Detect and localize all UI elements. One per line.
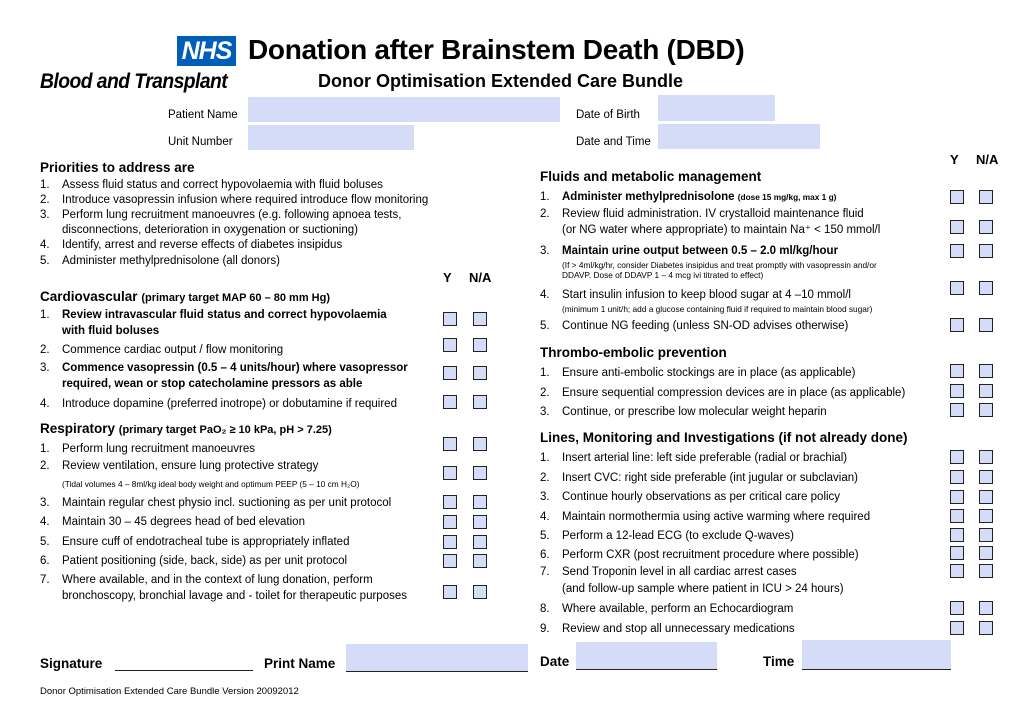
lines-5-yes-checkbox[interactable] bbox=[950, 528, 964, 542]
date-time-label: Date and Time bbox=[576, 136, 651, 148]
list-number: 1. bbox=[540, 452, 550, 464]
list-item: Maintain 30 – 45 degrees head of bed elevation bbox=[62, 516, 305, 528]
list-item: with fluid boluses bbox=[62, 325, 160, 337]
list-item: Administer methylprednisolone (all donors) bbox=[62, 255, 280, 267]
list-number: 3. bbox=[540, 491, 550, 503]
list-number: 1. bbox=[540, 367, 550, 379]
list-item: Patient positioning (side, back, side) as per unit protocol bbox=[62, 555, 348, 567]
lines-7-na-checkbox[interactable] bbox=[979, 564, 993, 578]
list-number: 4. bbox=[540, 289, 550, 301]
resp-1-yes-checkbox[interactable] bbox=[443, 437, 457, 451]
list-number: 4. bbox=[540, 511, 550, 523]
lines-3-na-checkbox[interactable] bbox=[979, 490, 993, 504]
thrombo-3-na-checkbox[interactable] bbox=[979, 403, 993, 417]
yes-header: Y bbox=[443, 270, 452, 285]
thrombo-2-na-checkbox[interactable] bbox=[979, 384, 993, 398]
list-item-note: (minimum 1 unit/h; add a glucose containing fluid if required to maintain blood sugar) bbox=[562, 304, 873, 314]
print-name-field[interactable] bbox=[346, 644, 528, 672]
list-number: 2. bbox=[40, 194, 50, 206]
list-item: Maintain regular chest physio incl. suctioning as per unit protocol bbox=[62, 497, 392, 509]
lines-1-yes-checkbox[interactable] bbox=[950, 450, 964, 464]
list-item: Review and stop all unnecessary medications bbox=[562, 623, 795, 635]
list-number: 2. bbox=[40, 344, 50, 356]
list-number: 7. bbox=[540, 566, 550, 578]
resp-2-yes-checkbox[interactable] bbox=[443, 466, 457, 480]
thrombo-1-yes-checkbox[interactable] bbox=[950, 364, 964, 378]
list-item: Introduce vasopressin infusion where required introduce flow monitoring bbox=[62, 194, 429, 206]
thrombo-1-na-checkbox[interactable] bbox=[979, 364, 993, 378]
list-number: 5. bbox=[540, 320, 550, 332]
cardio-target: (primary target MAP 60 – 80 mm Hg) bbox=[141, 292, 331, 304]
fluids-heading: Fluids and metabolic management bbox=[540, 169, 762, 184]
list-item: Perform a 12-lead ECG (to exclude Q-waves) bbox=[562, 530, 795, 542]
cardio-2-yes-checkbox[interactable] bbox=[443, 338, 457, 352]
page-subtitle: Donor Optimisation Extended Care Bundle bbox=[318, 71, 684, 91]
list-item-dose: (dose 15 mg/kg, max 1 g) bbox=[737, 192, 837, 202]
fluids-3-yes-checkbox[interactable] bbox=[950, 244, 964, 258]
unit-number-field[interactable] bbox=[248, 125, 414, 150]
list-number: 3. bbox=[40, 209, 50, 221]
list-number: 3. bbox=[540, 245, 550, 257]
list-item: (and follow-up sample where patient in ICU > 24 hours) bbox=[562, 583, 844, 595]
unit-number-label: Unit Number bbox=[168, 136, 233, 148]
list-number: 1. bbox=[540, 191, 550, 203]
list-number: 5. bbox=[40, 255, 50, 267]
resp-7-na-checkbox[interactable] bbox=[473, 585, 487, 599]
lines-1-na-checkbox[interactable] bbox=[979, 450, 993, 464]
list-number: 1. bbox=[40, 179, 50, 191]
lines-8-yes-checkbox[interactable] bbox=[950, 601, 964, 615]
list-item: Commence cardiac output / flow monitoring bbox=[62, 344, 284, 356]
priorities-heading: Priorities to address are bbox=[40, 160, 195, 175]
lines-5-na-checkbox[interactable] bbox=[979, 528, 993, 542]
lines-4-na-checkbox[interactable] bbox=[979, 509, 993, 523]
list-number: 1. bbox=[40, 309, 50, 321]
footer-version: Donor Optimisation Extended Care Bundle Version 20092012 bbox=[40, 686, 299, 697]
dob-label: Date of Birth bbox=[576, 109, 640, 121]
list-number: 1. bbox=[40, 443, 50, 455]
list-item: Perform lung recruitment manoeuvres (e.g. following apnoea tests, bbox=[62, 209, 402, 221]
list-item-note: (If > 4ml/kg/hr, consider Diabetes insipidus and treat promptly with vasopressin and/or bbox=[562, 260, 877, 270]
list-number: 6. bbox=[40, 555, 50, 567]
list-item: Perform lung recruitment manoeuvres bbox=[62, 443, 256, 455]
list-item: Ensure sequential compression devices are in place (as applicable) bbox=[562, 387, 906, 399]
cardio-1-yes-checkbox[interactable] bbox=[443, 312, 457, 326]
list-item: Review intravascular fluid status and correct hypovolaemia bbox=[62, 309, 387, 321]
cardio-heading-text: Cardiovascular bbox=[40, 289, 138, 304]
list-item: Identify, arrest and reverse effects of diabetes insipidus bbox=[62, 239, 343, 251]
thrombo-2-yes-checkbox[interactable] bbox=[950, 384, 964, 398]
cardio-4-na-checkbox[interactable] bbox=[473, 395, 487, 409]
cardio-2-na-checkbox[interactable] bbox=[473, 338, 487, 352]
lines-6-yes-checkbox[interactable] bbox=[950, 546, 964, 560]
resp-heading bbox=[40, 421, 332, 436]
list-number: 3. bbox=[540, 406, 550, 418]
list-item: Continue, or prescribe low molecular weight heparin bbox=[562, 406, 827, 418]
list-item: (or NG water where appropriate) to maintain Na⁺ < 150 mmol/l bbox=[562, 224, 881, 236]
list-item: Review fluid administration. IV crystalloid maintenance fluid bbox=[562, 208, 864, 220]
patient-name-field[interactable] bbox=[248, 97, 560, 122]
lines-2-na-checkbox[interactable] bbox=[979, 470, 993, 484]
lines-3-yes-checkbox[interactable] bbox=[950, 490, 964, 504]
list-item: Ensure anti-embolic stockings are in place (as applicable) bbox=[562, 367, 856, 379]
fluids-5-na-checkbox[interactable] bbox=[979, 318, 993, 332]
list-number: 2. bbox=[540, 208, 550, 220]
resp-target: (primary target PaO₂ ≥ 10 kPa, pH > 7.25) bbox=[118, 424, 332, 436]
cardio-3-na-checkbox[interactable] bbox=[473, 366, 487, 380]
yes-header-right: Y bbox=[950, 152, 959, 167]
list-number: 7. bbox=[40, 574, 50, 586]
list-number: 3. bbox=[40, 362, 50, 374]
resp-7-yes-checkbox[interactable] bbox=[443, 585, 457, 599]
resp-3-yes-checkbox[interactable] bbox=[443, 495, 457, 509]
list-number: 5. bbox=[540, 530, 550, 542]
fluids-5-yes-checkbox[interactable] bbox=[950, 318, 964, 332]
resp-5-yes-checkbox[interactable] bbox=[443, 535, 457, 549]
fluids-2-yes-checkbox[interactable] bbox=[950, 220, 964, 234]
resp-heading-text: Respiratory bbox=[40, 421, 116, 436]
lines-9-na-checkbox[interactable] bbox=[979, 621, 993, 635]
resp-6-yes-checkbox[interactable] bbox=[443, 554, 457, 568]
list-number: 2. bbox=[540, 472, 550, 484]
resp-6-na-checkbox[interactable] bbox=[473, 554, 487, 568]
page-title: Donation after Brainstem Death (DBD) bbox=[248, 34, 745, 65]
resp-3-na-checkbox[interactable] bbox=[473, 495, 487, 509]
list-item: disconnections, deterioration in oxygenation or suctioning) bbox=[62, 224, 358, 236]
resp-5-na-checkbox[interactable] bbox=[473, 535, 487, 549]
list-number: 9. bbox=[540, 623, 550, 635]
lines-9-yes-checkbox[interactable] bbox=[950, 621, 964, 635]
resp-2-na-checkbox[interactable] bbox=[473, 466, 487, 480]
list-item: Where available, perform an Echocardiogram bbox=[562, 603, 794, 615]
time-label: Time bbox=[763, 654, 795, 669]
list-item: Maintain urine output between 0.5 – 2.0 ml/kg/hour bbox=[562, 245, 839, 257]
resp-1-na-checkbox[interactable] bbox=[473, 437, 487, 451]
fluids-4-na-checkbox[interactable] bbox=[979, 281, 993, 295]
list-item: Introduce dopamine (preferred inotrope) or dobutamine if required bbox=[62, 398, 397, 410]
list-item: Insert arterial line: left side preferable (radial or brachial) bbox=[562, 452, 848, 464]
date-label: Date bbox=[540, 654, 570, 669]
dob-field[interactable] bbox=[658, 95, 775, 121]
list-item: Review ventilation, ensure lung protective strategy bbox=[62, 460, 319, 472]
fluids-1-yes-checkbox[interactable] bbox=[950, 190, 964, 204]
list-item: Continue NG feeding (unless SN-OD advises otherwise) bbox=[562, 320, 849, 332]
list-item: Assess fluid status and correct hypovolaemia with fluid boluses bbox=[62, 179, 383, 191]
list-number: 5. bbox=[40, 536, 50, 548]
patient-name-label: Patient Name bbox=[168, 109, 238, 121]
list-item: bronchoscopy, bronchial lavage and - toilet for therapeutic purposes bbox=[62, 590, 407, 602]
list-item: Commence vasopressin (0.5 – 4 units/hour) where vasopressor bbox=[62, 362, 408, 374]
list-number: 4. bbox=[40, 516, 50, 528]
na-header: N/A bbox=[469, 270, 492, 285]
list-number: 3. bbox=[40, 497, 50, 509]
list-item: Where available, and in the context of lung donation, perform bbox=[62, 574, 373, 586]
list-item-note: DDAVP. Dose of DDAVP 1 – 4 mcg ivi titrated to effect) bbox=[562, 270, 764, 280]
lines-7-yes-checkbox[interactable] bbox=[950, 564, 964, 578]
list-item: Insert CVC: right side preferable (int jugular or subclavian) bbox=[562, 472, 858, 484]
list-item: Maintain normothermia using active warming where required bbox=[562, 511, 871, 523]
na-header-right: N/A bbox=[976, 152, 999, 167]
list-item bbox=[562, 190, 836, 204]
list-item-note: (Tidal volumes 4 – 8ml/kg ideal body weight and optimum PEEP (5 – 10 cm H₂O) bbox=[62, 479, 360, 489]
list-item: Ensure cuff of endotracheal tube is appropriately inflated bbox=[62, 536, 350, 548]
cardio-1-na-checkbox[interactable] bbox=[473, 312, 487, 326]
list-number: 2. bbox=[40, 460, 50, 472]
lines-2-yes-checkbox[interactable] bbox=[950, 470, 964, 484]
org-name: Blood and Transplant bbox=[40, 70, 228, 93]
cardio-heading bbox=[40, 289, 330, 304]
list-number: 4. bbox=[40, 398, 50, 410]
list-item: Start insulin infusion to keep blood sugar at 4 –10 mmol/l bbox=[562, 289, 851, 301]
lines-heading: Lines, Monitoring and Investigations (if not already done) bbox=[540, 430, 908, 445]
list-item: Send Troponin level in all cardiac arrest cases bbox=[562, 566, 797, 578]
fluids-1-na-checkbox[interactable] bbox=[979, 190, 993, 204]
fluids-3-na-checkbox[interactable] bbox=[979, 244, 993, 258]
fluids-4-yes-checkbox[interactable] bbox=[950, 281, 964, 295]
resp-4-na-checkbox[interactable] bbox=[473, 515, 487, 529]
thrombo-3-yes-checkbox[interactable] bbox=[950, 403, 964, 417]
list-number: 6. bbox=[540, 549, 550, 561]
lines-6-na-checkbox[interactable] bbox=[979, 546, 993, 560]
resp-4-yes-checkbox[interactable] bbox=[443, 515, 457, 529]
print-name-label: Print Name bbox=[264, 656, 336, 671]
fluids-2-na-checkbox[interactable] bbox=[979, 220, 993, 234]
list-number: 4. bbox=[40, 239, 50, 251]
cardio-3-yes-checkbox[interactable] bbox=[443, 366, 457, 380]
list-item: Perform CXR (post recruitment procedure where possible) bbox=[562, 549, 859, 561]
date-field[interactable] bbox=[576, 642, 717, 670]
list-item: Continue hourly observations as per critical care policy bbox=[562, 491, 841, 503]
nhs-logo: NHS bbox=[177, 36, 236, 66]
cardio-4-yes-checkbox[interactable] bbox=[443, 395, 457, 409]
thrombo-heading: Thrombo-embolic prevention bbox=[540, 345, 727, 360]
list-number: 2. bbox=[540, 387, 550, 399]
lines-4-yes-checkbox[interactable] bbox=[950, 509, 964, 523]
date-time-field[interactable] bbox=[658, 124, 820, 149]
signature-label: Signature bbox=[40, 656, 103, 671]
list-item: required, wean or stop catecholamine pressors as able bbox=[62, 378, 363, 390]
list-item-bold: Administer methylprednisolone bbox=[562, 191, 735, 203]
signature-line[interactable] bbox=[115, 656, 253, 671]
lines-8-na-checkbox[interactable] bbox=[979, 601, 993, 615]
list-number: 8. bbox=[540, 603, 550, 615]
time-field[interactable] bbox=[802, 640, 951, 670]
